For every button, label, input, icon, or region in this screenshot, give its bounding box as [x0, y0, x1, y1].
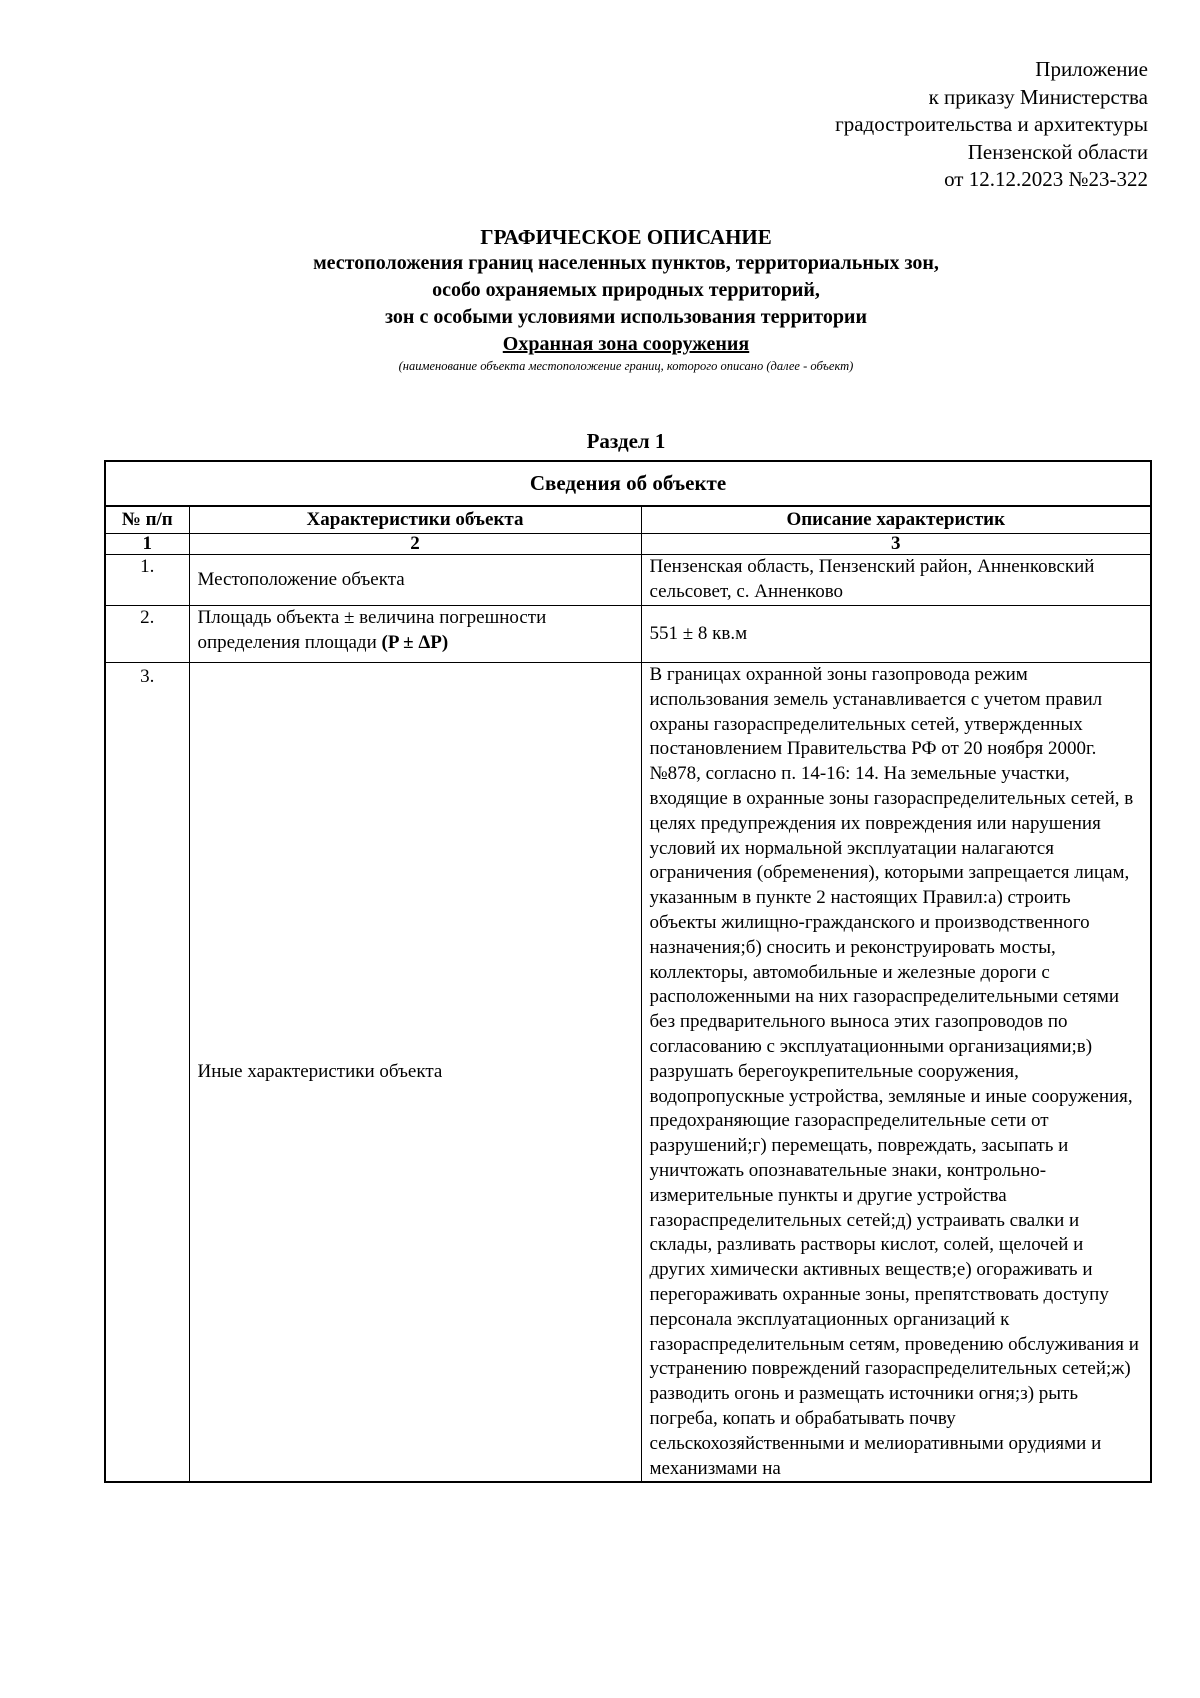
section-label: Раздел 1: [586, 429, 666, 453]
object-info-table: [104, 460, 1152, 1483]
document-subtitle-line: зон с особыми условиями использования территории: [385, 306, 867, 328]
row-characteristic: Местоположение объекта: [189, 555, 641, 606]
appendix-line: от 12.12.2023 №23-322: [944, 167, 1148, 191]
area-formula: (P ± ΔP): [381, 631, 449, 653]
header-description: Описание характеристик: [641, 506, 1151, 534]
column-number: 3: [641, 534, 1151, 555]
table-row: [105, 606, 1151, 663]
appendix-line: градостроительства и архитектуры: [835, 112, 1148, 136]
row-number: 3.: [105, 663, 189, 1483]
row-number: 2.: [105, 606, 189, 663]
row-number: 1.: [105, 555, 189, 606]
column-number: 1: [105, 534, 189, 555]
document-title-block: [0, 224, 1200, 374]
object-name: Охранная зона сооружения: [502, 333, 750, 355]
column-number: 2: [189, 534, 641, 555]
document-subtitle-line: местоположения границ населенных пунктов, территориальных зон,: [313, 252, 939, 274]
row-characteristic: [189, 606, 641, 663]
appendix-line: к приказу Министерства: [928, 84, 1148, 109]
row-characteristic: Иные характеристики объекта: [189, 663, 641, 1483]
appendix-line: Приложение: [1035, 57, 1148, 81]
row-description: Пензенская область, Пензенский район, Анненковский сельсовет, с. Анненково: [641, 555, 1151, 606]
appendix-header: [835, 56, 1148, 194]
row-description: В границах охранной зоны газопровода режим использования земель устанавливается с учетом правил охраны газораспределительных сетей, утвержденных постановлением Правительства РФ от 20 ноября 2000г. №878, согласно п. 14-16: 14. На земельные участки, входящие в охранные зоны газораспределительных сетей, в целях предупреждения их повреждения или нарушения условий их нормальной эксплуатации налагаются ограничения (обременения), которыми запрещается лицам, указанным в пункте 2 настоящих Правил:а) строить объекты жилищно-гражданского и производственного назначения;б) сносить и реконструировать мосты, коллекторы, автомобильные и железные дороги с расположенными на них газораспределительными сетями без предварительного выноса этих газопроводов по согласованию с эксплуатационными организациями;в) разрушать берегоукрепительные сооружения, водопропускные устройства, земляные и иные сооружения, предохраняющие газораспределительные сети от разрушений;г) перемещать, повреждать, засыпать и уничтожать опознавательные знаки, контрольно-измерительные пункты и другие устройства газораспределительных сетей;д) устраивать свалки и склады, разливать растворы кислот, солей, щелочей и других химически активных веществ;е) огораживать и перегораживать охранные зоны, препятствовать доступу персонала эксплуатационных организаций к газораспределительным сетям, проведению обслуживания и устранению повреждений газораспределительных сетей;ж) разводить огонь и размещать источники огня;з) рыть погреба, копать и обрабатывать почву сельскохозяйственными и мелиоративными орудиями и механизмами на: [641, 663, 1151, 1483]
header-num: № п/п: [105, 506, 189, 534]
header-characteristic: Характеристики объекта: [189, 506, 641, 534]
row-description: 551 ± 8 кв.м: [641, 606, 1151, 663]
appendix-line: Пензенской области: [967, 139, 1148, 164]
object-name-note: (наименование объекта местоположение границ, которого описано (далее - объект): [398, 359, 854, 373]
characteristic-text: Площадь объекта ± величина погрешности определения площади: [197, 607, 547, 653]
table-row: [105, 555, 1151, 606]
table-row: [105, 663, 1151, 1483]
document-subtitle-line: особо охраняемых природных территорий,: [432, 279, 820, 301]
document-title: ГРАФИЧЕСКОЕ ОПИСАНИЕ: [480, 225, 772, 249]
table-caption: Сведения об объекте: [105, 461, 1151, 506]
